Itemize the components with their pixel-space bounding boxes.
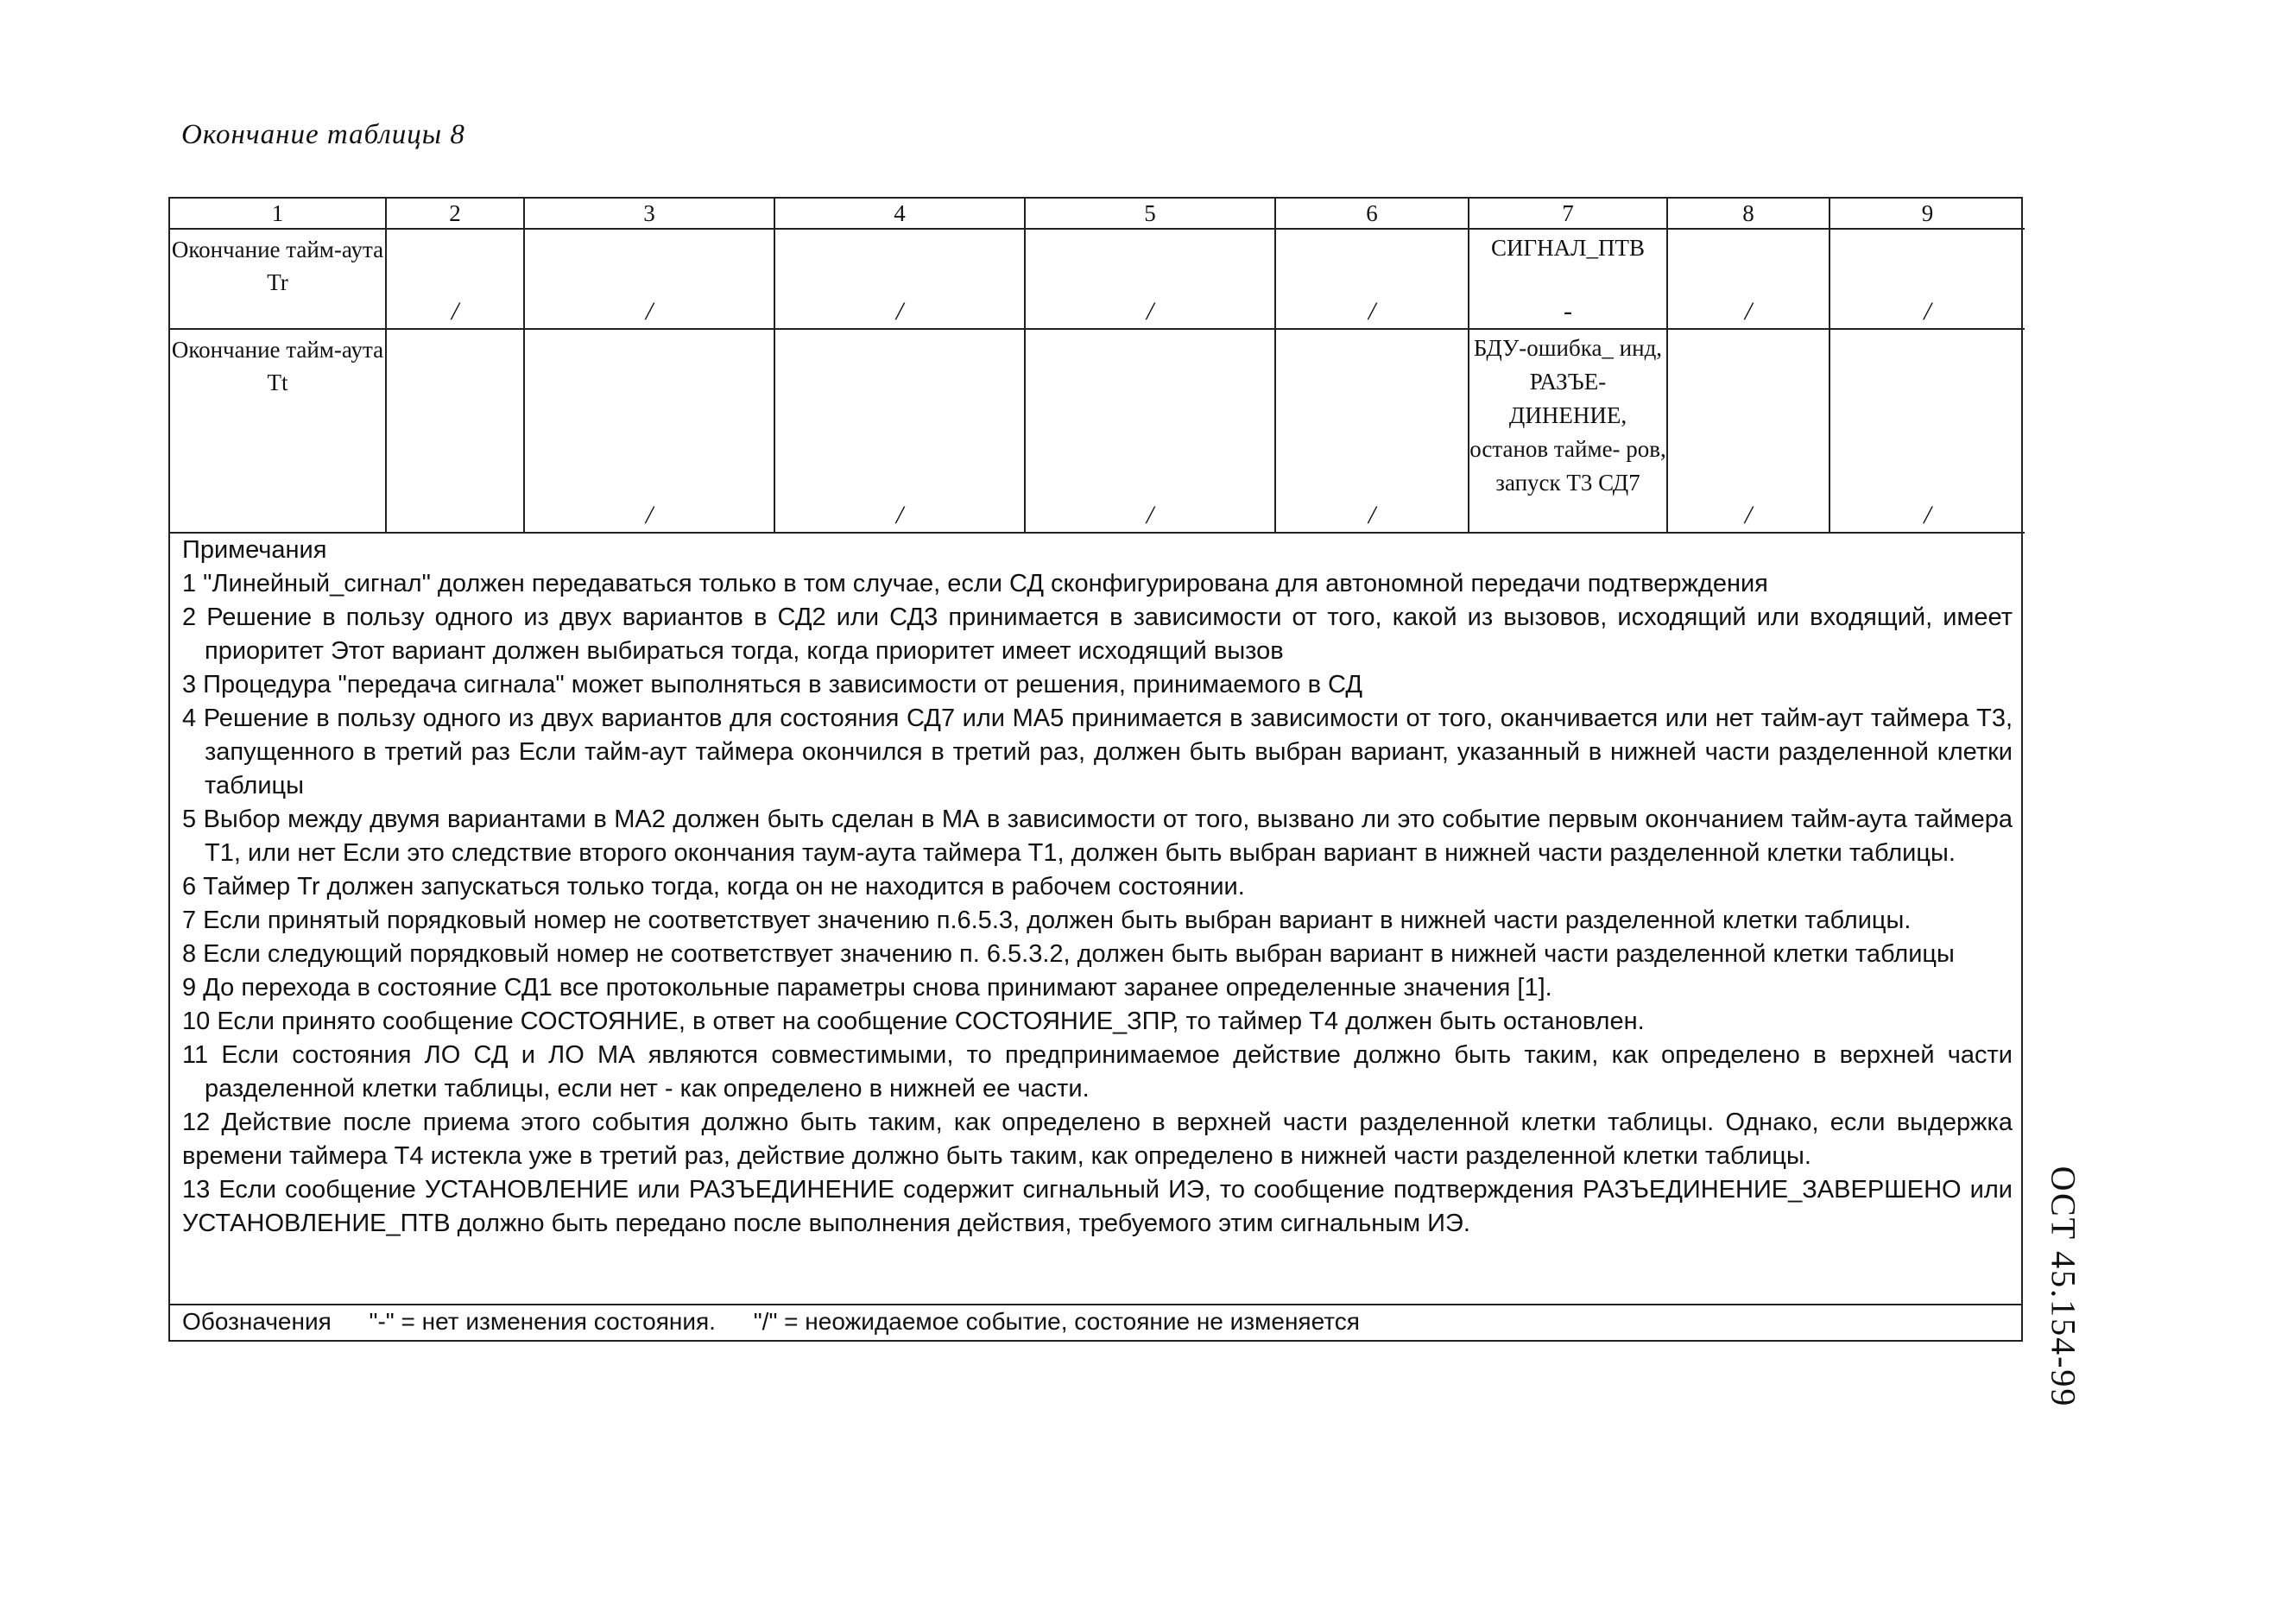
note-item: 3 Процедура "передача сигнала" может выполняться в зависимости от решения, принимаемого в СД bbox=[182, 671, 1362, 698]
table-cell bbox=[1025, 229, 1275, 329]
table-cell bbox=[1829, 229, 2025, 329]
note-item: 13 Если сообщение УСТАНОВЛЕНИЕ или РАЗЪЕДИНЕНИЕ содержит сигнальный ИЭ, то сообщение подтверждения РАЗЪЕДИНЕНИЕ_ЗАВЕРШЕНО или УСТАНОВЛЕНИЕ_ПТВ должно быть передано после выполнения действия, требуемого этим сигнальным ИЭ. bbox=[182, 1176, 2013, 1237]
table-cell bbox=[1667, 229, 1829, 329]
unexpected-mark: / bbox=[1368, 501, 1376, 529]
table-cell bbox=[1667, 329, 1829, 533]
note-item: 7 Если принятый порядковый номер не соответствует значению п.6.5.3, должен быть выбран вариант в нижней части разделенной клетки таблицы. bbox=[182, 907, 1912, 934]
table-cell bbox=[524, 229, 774, 329]
unexpected-mark: / bbox=[645, 501, 654, 529]
table-cell bbox=[1469, 229, 1667, 329]
table-cell bbox=[1469, 329, 1667, 533]
note-item: 6 Таймер Tr должен запускаться только тогда, когда он не находится в рабочем состоянии. bbox=[182, 873, 1245, 900]
note-item: 10 Если принято сообщение СОСТОЯНИЕ, в ответ на сообщение СОСТОЯНИЕ_ЗПР, то таймер Т4 должен быть остановлен. bbox=[182, 1008, 1645, 1035]
note-item: 12 Действие после приема этого события должно быть таким, как определено в верхней части разделенной клетки таблицы. Однако, если выдержка времени таймера Т4 истекла уже в третий раз, действие должно быть таким, как определено в нижней части разделенной клетки таблицы. bbox=[182, 1109, 2013, 1170]
column-header: 5 bbox=[1025, 199, 1275, 229]
unexpected-mark: / bbox=[1924, 297, 1931, 325]
table-cell bbox=[386, 329, 524, 533]
column-header: 8 bbox=[1667, 199, 1829, 229]
note-item: 11 Если состояния ЛО СД и ЛО МА являются совместимыми, то предпринимаемое действие должно быть таким, как определено в верхней части разделенной клетки таблицы, если нет - как определено в нижней ее части. bbox=[182, 1041, 2013, 1103]
table-cell bbox=[1829, 329, 2025, 533]
notes-heading: Примечания bbox=[182, 536, 327, 564]
unexpected-mark: / bbox=[1368, 297, 1376, 325]
unexpected-mark: / bbox=[645, 297, 654, 325]
column-header: 2 bbox=[386, 199, 524, 229]
unexpected-mark: / bbox=[451, 297, 459, 325]
column-header: 6 bbox=[1275, 199, 1469, 229]
column-header: 4 bbox=[774, 199, 1025, 229]
table-cell bbox=[1275, 229, 1469, 329]
event-cell: Окончание тайм-аута Tr bbox=[170, 229, 386, 329]
table-cell bbox=[386, 229, 524, 329]
legend-label: Обозначения bbox=[182, 1308, 332, 1335]
note-item: 8 Если следующий порядковый номер не соответствует значению п. 6.5.3.2, должен быть выбран вариант в нижней части разделенной клетки таблицы bbox=[182, 940, 1955, 968]
document-code bbox=[2038, 1166, 2089, 1407]
note-item: 2 Решение в пользу одного из двух вариантов в СД2 или СД3 принимается в зависимости от того, какой из вызовов, исходящий или входящий, имеет приоритет Этот вариант должен выбираться тогда, когда приоритет имеет исходящий вызов bbox=[182, 603, 2013, 665]
action-text: СИГНАЛ_ПТВ bbox=[1491, 235, 1645, 261]
table-cell bbox=[524, 329, 774, 533]
legend-no-change: "-" = нет изменения состояния. bbox=[369, 1308, 716, 1335]
table-frame bbox=[168, 197, 2023, 1342]
document-code-text: ОСТ 45.154-99 bbox=[2044, 1166, 2083, 1407]
unexpected-mark: / bbox=[1146, 501, 1154, 529]
column-header: 1 bbox=[170, 199, 386, 229]
column-header: 7 bbox=[1469, 199, 1667, 229]
column-header: 3 bbox=[524, 199, 774, 229]
unexpected-mark: / bbox=[1744, 297, 1753, 325]
legend-unexpected: "/" = неожидаемое событие, состояние не изменяется bbox=[753, 1308, 1360, 1335]
table-row bbox=[170, 329, 2025, 533]
note-item: 1 "Линейный_сигнал" должен передаваться только в том случае, если СД сконфигурирована для автономной передачи подтверждения bbox=[182, 570, 1768, 597]
action-text: БДУ-ошибка_ инд, РАЗЪЕ- ДИНЕНИЕ, останов тайме- ров, запуск T3 СД7 bbox=[1469, 335, 1666, 496]
note-item: 4 Решение в пользу одного из двух вариантов для состояния СД7 или МА5 принимается в зависимости от того, оканчивается или нет тайм-аут таймера Т3, запущенного в третий раз Если тайм-аут таймера окончился в третий раз, должен быть выбран вариант, указанный в нижней части разделенной клетки таблицы bbox=[182, 705, 2013, 799]
notes-block bbox=[182, 534, 2013, 1241]
unexpected-mark: / bbox=[1744, 501, 1753, 529]
table-cell bbox=[774, 229, 1025, 329]
header-row bbox=[170, 199, 2025, 229]
table-row bbox=[170, 229, 2025, 329]
unexpected-mark: / bbox=[1924, 501, 1931, 529]
table-cell bbox=[774, 329, 1025, 533]
no-change-mark: - bbox=[1564, 297, 1572, 325]
legend-row bbox=[170, 1304, 2021, 1340]
unexpected-mark: / bbox=[895, 501, 904, 529]
note-item: 5 Выбор между двумя вариантами в МА2 должен быть сделан в МА в зависимости от того, вызвано ли это событие первым окончанием тайм-аута таймера Т1, или нет Если это следствие второго окончания таум-аута таймера Т1, должен быть выбран вариант в нижней части разделенной клетки таблицы. bbox=[182, 806, 2013, 867]
column-header: 9 bbox=[1829, 199, 2025, 229]
state-table bbox=[170, 199, 2025, 534]
unexpected-mark: / bbox=[895, 297, 904, 325]
table-caption: Окончание таблицы 8 bbox=[181, 119, 465, 150]
unexpected-mark: / bbox=[1146, 297, 1154, 325]
table-cell bbox=[1025, 329, 1275, 533]
note-item: 9 До перехода в состояние СД1 все протокольные параметры снова принимают заранее определенные значения [1]. bbox=[182, 974, 1552, 1002]
event-cell: Окончание тайм-аута Tt bbox=[170, 329, 386, 533]
table-cell bbox=[1275, 329, 1469, 533]
